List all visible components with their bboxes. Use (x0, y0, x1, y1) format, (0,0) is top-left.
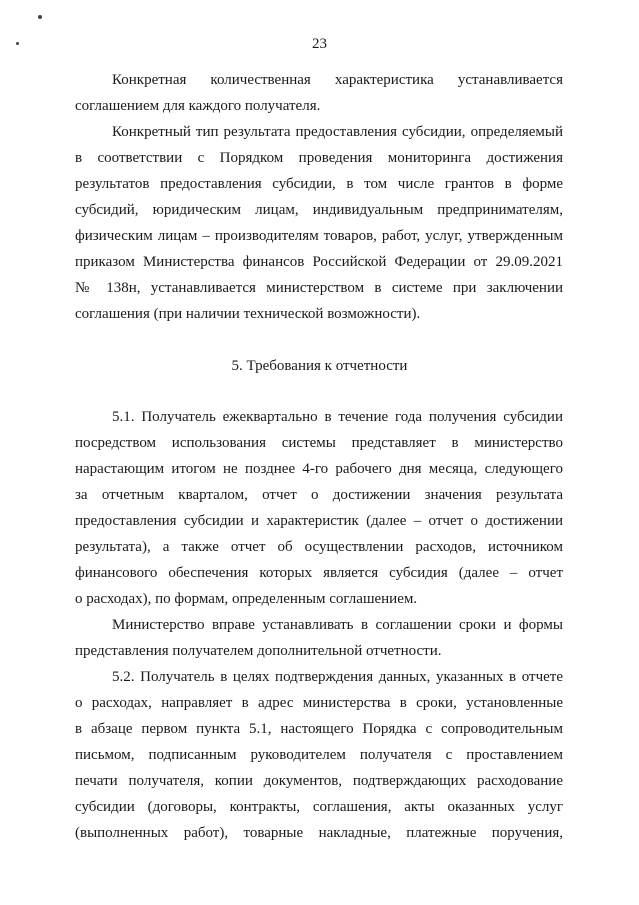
text-line: за отчетным кварталом, отчет о достижении значения результата (75, 487, 563, 503)
section-heading: 5. Требования к отчетности (231, 358, 408, 374)
text-line: результата), а также отчет об осуществлении расходов, источником (75, 539, 563, 555)
text-line: субсидии (договоры, контракты, соглашения, акты оказанных услуг (75, 799, 563, 815)
text-line: (выполненных работ), товарные накладные, платежные поручения, (75, 825, 563, 841)
text-line: соглашением для каждого получателя. (75, 98, 321, 114)
text-line: в соответствии с Порядком проведения мониторинга достижения (75, 150, 563, 166)
page-number: 23 (312, 36, 327, 52)
text-line: 5.1. Получатель ежеквартально в течение года получения субсидии (112, 409, 563, 425)
text-line: посредством использования системы представляет в министерство (75, 435, 563, 451)
text-line: № 138н, устанавливается министерством в системе при заключении (75, 280, 563, 296)
text-line: финансового обеспечения которых является субсидия (далее – отчет (75, 565, 563, 581)
text-line: о расходах), по формам, определенным соглашением. (75, 591, 418, 607)
text-line: результатов предоставления субсидии, в том числе грантов в форме (75, 176, 563, 192)
text-line: в абзаце первом пункта 5.1, настоящего Порядка с сопроводительным (75, 721, 563, 737)
text-line: соглашения (при наличии технической возможности). (75, 306, 421, 322)
text-line: печати получателя, копии документов, подтверждающих расходование (75, 773, 563, 789)
text-line: 5.2. Получатель в целях подтверждения данных, указанных в отчете (112, 669, 563, 685)
text-line: субсидий, юридическим лицам, индивидуальным предпринимателям, (75, 202, 563, 218)
text-line: Министерство вправе устанавливать в соглашении сроки и формы (112, 617, 563, 633)
text-line: приказом Министерства финансов Российской Федерации от 29.09.2021 (75, 254, 563, 270)
text-line: письмом, подписанным руководителем получателя с проставлением (75, 747, 563, 763)
scan-speck (38, 15, 42, 19)
text-line: предоставления субсидии и характеристик (далее – отчет о достижении (75, 513, 563, 529)
text-line: Конкретный тип результата предоставления субсидии, определяемый (112, 124, 563, 140)
text-line: физическим лицам – производителям товаров, работ, услуг, утвержденным (75, 228, 563, 244)
text-line: нарастающим итогом не позднее 4-го рабочего дня месяца, следующего (75, 461, 563, 477)
text-line: Конкретная количественная характеристика устанавливается (112, 72, 563, 88)
text-line: представления получателем дополнительной отчетности. (75, 643, 442, 659)
text-line: о расходах, направляет в адрес министерства в сроки, установленные (75, 695, 563, 711)
